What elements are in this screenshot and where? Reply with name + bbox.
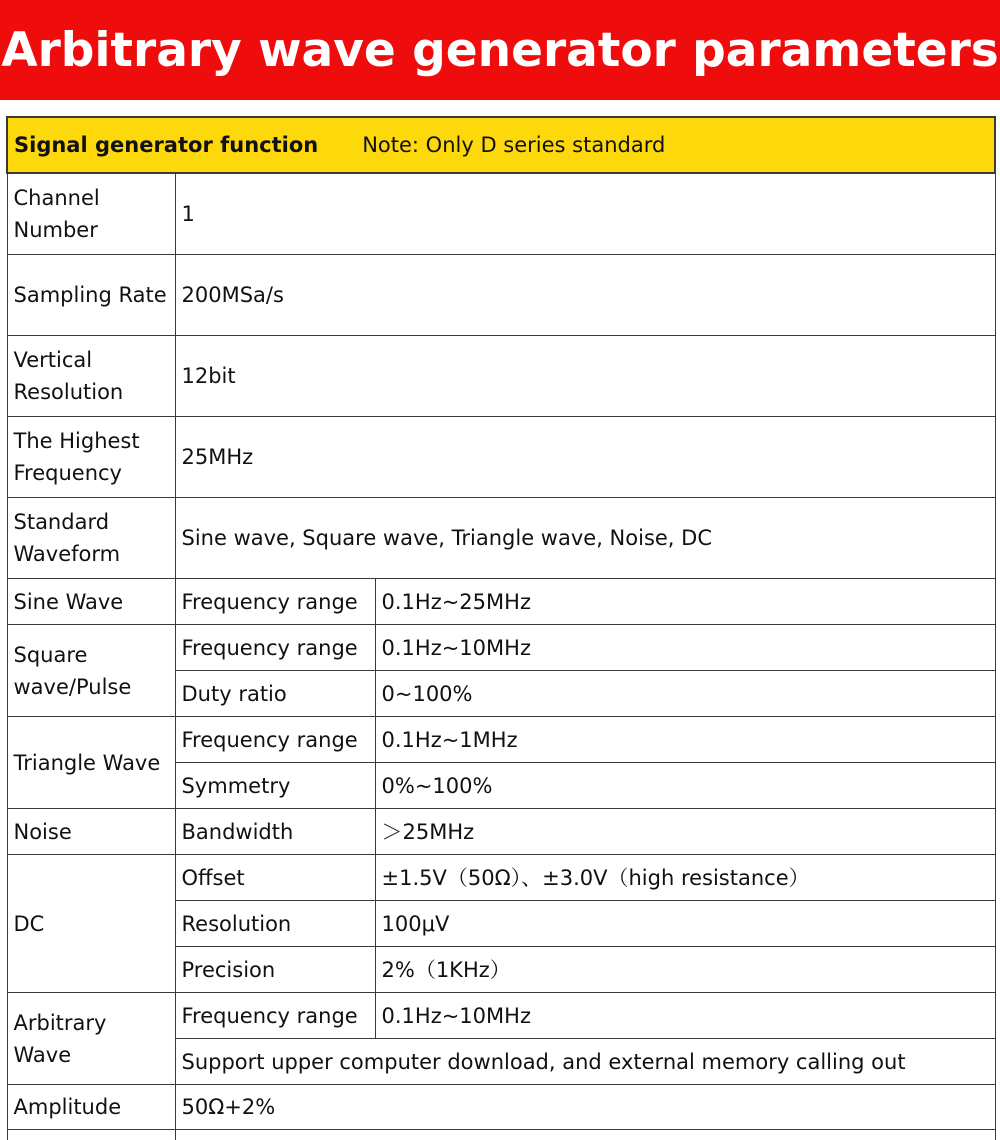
table-row xyxy=(7,809,995,855)
row-param-square-frequency: Frequency range xyxy=(175,625,375,671)
row-param-offset: Offset xyxy=(175,855,375,901)
row-label-noise: Noise xyxy=(7,809,175,855)
row-value-standard-waveform: Sine wave, Square wave, Triangle wave, Noise, DC xyxy=(175,498,995,579)
row-value-vertical-resolution: 12bit xyxy=(175,336,995,417)
table-header-row xyxy=(7,117,995,173)
row-value-amplitude: 50Ω+2% xyxy=(175,1085,995,1130)
row-value-duty-ratio: 0~100% xyxy=(375,671,995,717)
row-param-triangle-frequency: Frequency range xyxy=(175,717,375,763)
row-param-sine-frequency: Frequency range xyxy=(175,579,375,625)
row-value-precision: 2%（1KHz） xyxy=(375,947,995,993)
row-value-arbitrary-frequency: 0.1Hz~10MHz xyxy=(375,993,995,1039)
row-param-precision: Precision xyxy=(175,947,375,993)
row-label-dc: DC xyxy=(7,855,175,993)
table-row-cut-off xyxy=(7,1130,995,1140)
table-row xyxy=(7,255,995,336)
header-label: Signal generator function xyxy=(14,133,318,157)
header-note: Note: Only D series standard xyxy=(362,133,665,157)
row-label-highest-frequency: The Highest Frequency xyxy=(7,417,175,498)
cut-off-cell xyxy=(7,1130,175,1140)
row-label-arbitrary-wave: Arbitrary Wave xyxy=(7,993,175,1085)
row-param-arbitrary-frequency: Frequency range xyxy=(175,993,375,1039)
table-row xyxy=(7,717,995,763)
row-param-bandwidth: Bandwidth xyxy=(175,809,375,855)
row-label-standard-waveform: Standard Waveform xyxy=(7,498,175,579)
row-value-offset: ±1.5V（50Ω）、±3.0V（high resistance） xyxy=(375,855,995,901)
table-row xyxy=(7,498,995,579)
table-row xyxy=(7,1085,995,1130)
table-row xyxy=(7,625,995,671)
table-row xyxy=(7,173,995,255)
row-value-channel-number: 1 xyxy=(175,173,995,255)
row-param-duty-ratio: Duty ratio xyxy=(175,671,375,717)
row-label-square-wave: Square wave/Pulse xyxy=(7,625,175,717)
row-label-amplitude: Amplitude xyxy=(7,1085,175,1130)
table-row xyxy=(7,579,995,625)
row-value-resolution: 100μV xyxy=(375,901,995,947)
row-label-channel-number: Channel Number xyxy=(7,173,175,255)
table-row xyxy=(7,993,995,1039)
row-value-symmetry: 0%~100% xyxy=(375,763,995,809)
spec-table xyxy=(6,116,996,1140)
row-value-triangle-frequency: 0.1Hz~1MHz xyxy=(375,717,995,763)
row-value-sine-frequency: 0.1Hz~25MHz xyxy=(375,579,995,625)
row-value-arbitrary-support: Support upper computer download, and external memory calling out xyxy=(175,1039,995,1085)
row-value-square-frequency: 0.1Hz~10MHz xyxy=(375,625,995,671)
page-title: Arbitrary wave generator parameters xyxy=(1,23,999,78)
table-row xyxy=(7,417,995,498)
row-param-resolution: Resolution xyxy=(175,901,375,947)
row-label-sine-wave: Sine Wave xyxy=(7,579,175,625)
table-row xyxy=(7,855,995,901)
row-value-bandwidth: ＞25MHz xyxy=(375,809,995,855)
row-param-symmetry: Symmetry xyxy=(175,763,375,809)
row-label-vertical-resolution: Vertical Resolution xyxy=(7,336,175,417)
table-row xyxy=(7,336,995,417)
row-value-highest-frequency: 25MHz xyxy=(175,417,995,498)
table-header-cell xyxy=(7,117,995,173)
cut-off-cell xyxy=(175,1130,995,1140)
row-label-sampling-rate: Sampling Rate xyxy=(7,255,175,336)
row-label-triangle-wave: Triangle Wave xyxy=(7,717,175,809)
title-banner xyxy=(0,0,1000,100)
row-value-sampling-rate: 200MSa/s xyxy=(175,255,995,336)
